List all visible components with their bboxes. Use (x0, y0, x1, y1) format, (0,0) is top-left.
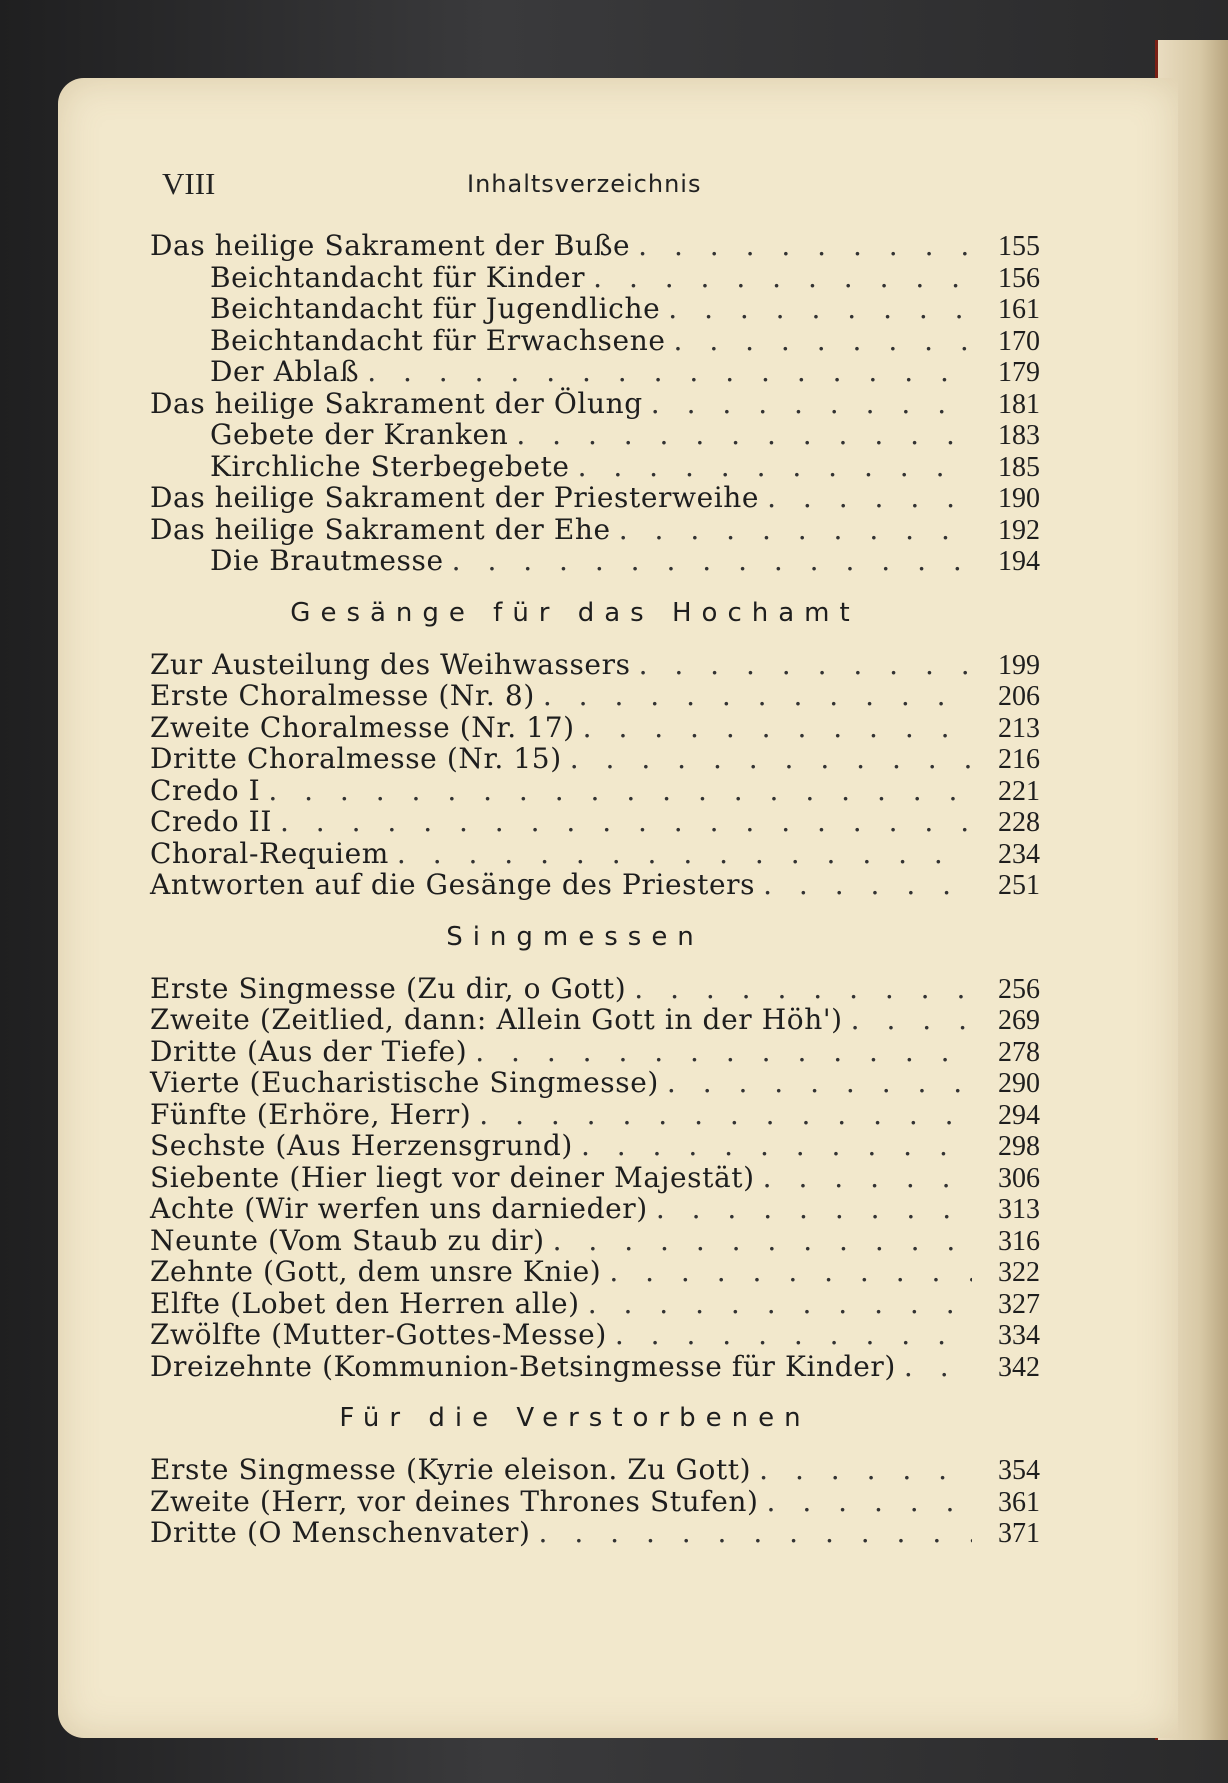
dot-leader (280, 806, 972, 838)
dot-leader (268, 775, 972, 807)
entry-page: 183 (998, 420, 1040, 451)
toc-entry (150, 419, 1040, 451)
dot-leader (615, 1319, 972, 1351)
entry-page: 256 (998, 973, 1040, 1005)
toc-entry (150, 325, 1040, 357)
toc-entry (150, 775, 1040, 807)
entry-page: 206 (998, 681, 1040, 712)
dot-leader (667, 1067, 972, 1099)
toc-entry (150, 1099, 1040, 1131)
entry-page: 216 (998, 744, 1040, 775)
entry-title: Achte (Wir werfen uns darnieder) (150, 1192, 648, 1225)
running-head (162, 166, 1062, 206)
toc-entry (150, 680, 1040, 712)
entry-page: 313 (998, 1194, 1040, 1225)
entry-title: Neunte (Vom Staub zu dir) (150, 1223, 545, 1257)
entry-page: 170 (998, 325, 1040, 357)
entry-title: Dritte (O Menschenvater) (150, 1516, 531, 1549)
toc-entry (150, 649, 1040, 681)
toc-entry (150, 1517, 1040, 1549)
toc-entry (150, 743, 1040, 775)
toc-entry (150, 973, 1040, 1005)
entry-title: Beichtandacht für Kinder (210, 260, 586, 294)
entry-title: Choral-Requiem (150, 836, 389, 870)
entry-title: Beichtandacht für Erwachsene (210, 323, 666, 357)
entry-page: 190 (998, 483, 1040, 514)
entry-page: 269 (998, 1005, 1040, 1036)
entry-page: 342 (998, 1351, 1040, 1383)
entry-title: Erste Singmesse (Kyrie eleison. Zu Gott) (150, 1453, 752, 1486)
entry-page: 251 (998, 870, 1040, 901)
toc-entry (150, 482, 1040, 514)
toc-entry (150, 1004, 1040, 1036)
entry-title: Credo I (150, 773, 261, 807)
entry-title: Sechste (Aus Herzensgrund) (150, 1129, 573, 1162)
entry-page: 298 (998, 1131, 1040, 1162)
dot-leader (516, 419, 972, 451)
dot-leader (475, 1036, 972, 1068)
toc-group-singmessen (150, 973, 1040, 1383)
toc-entry (150, 293, 1040, 325)
toc-entry (150, 1162, 1040, 1194)
entry-title: Zweite (Herr, vor deines Thrones Stufen) (150, 1484, 759, 1518)
entry-title: Kirchliche Sterbegebete (210, 449, 570, 483)
toc-entry (150, 545, 1040, 577)
toc-entry (150, 1256, 1040, 1288)
entry-page: 234 (998, 838, 1040, 870)
table-of-contents (150, 230, 1040, 1549)
entry-page: 192 (998, 514, 1040, 546)
entry-title: Zweite Choralmesse (Nr. 17) (150, 710, 575, 744)
entry-title: Das heilige Sakrament der Ehe (150, 512, 611, 546)
entry-page: 179 (998, 357, 1040, 388)
entry-title: Das heilige Sakrament der Ölung (150, 386, 643, 420)
dot-leader (767, 1486, 972, 1518)
dot-leader (581, 1130, 972, 1162)
section-heading-singmessen: Singmessen (446, 921, 704, 952)
entry-page: 361 (998, 1486, 1040, 1518)
entry-page: 294 (998, 1099, 1040, 1131)
section-heading-verstorbenen: Für die Verstorbenen (339, 1403, 811, 1433)
toc-entry (150, 1486, 1040, 1518)
dot-leader (553, 1225, 972, 1257)
entry-page: 327 (998, 1288, 1040, 1320)
toc-entry (150, 388, 1040, 420)
entry-page: 221 (998, 775, 1040, 807)
dot-leader (763, 1162, 972, 1194)
dot-leader (763, 869, 972, 901)
entry-title: Dreizehnte (Kommunion-Betsingmesse für Kinder) (150, 1349, 896, 1383)
toc-entry (150, 712, 1040, 744)
entry-page: 371 (998, 1518, 1040, 1549)
dot-leader (593, 262, 972, 294)
toc-entry (150, 1319, 1040, 1351)
dot-leader (651, 388, 972, 420)
entry-title: Erste Choralmesse (Nr. 8) (150, 679, 535, 712)
entry-title: Dritte (Aus der Tiefe) (150, 1034, 468, 1068)
entry-title: Fünfte (Erhöre, Herr) (150, 1097, 472, 1131)
entry-title: Zweite (Zeitlied, dann: Allein Gott in der Höh') (150, 1003, 843, 1036)
dot-leader (668, 293, 972, 325)
dot-leader (583, 712, 972, 744)
toc-entry (150, 1067, 1040, 1099)
toc-entry (150, 1288, 1040, 1320)
dot-leader (619, 514, 972, 546)
toc-entry (150, 869, 1040, 901)
dot-leader (759, 1454, 972, 1486)
entry-page: 316 (998, 1225, 1040, 1257)
entry-title: Der Ablaß (210, 355, 360, 388)
entry-page: 290 (998, 1068, 1040, 1099)
toc-entry (150, 356, 1040, 388)
entry-title: Antworten auf die Gesänge des Priesters (150, 868, 756, 901)
page-number: VIII (162, 166, 216, 201)
dot-leader (543, 680, 972, 712)
entry-page: 213 (998, 712, 1040, 744)
toc-entry (150, 1454, 1040, 1486)
toc-entry (150, 1036, 1040, 1068)
entry-page: 322 (998, 1257, 1040, 1288)
entry-title: Dritte Choralmesse (Nr. 15) (150, 742, 562, 775)
dot-leader (767, 482, 972, 514)
entry-page: 199 (998, 649, 1040, 681)
toc-entry (150, 838, 1040, 870)
entry-page: 278 (998, 1036, 1040, 1068)
entry-title: Das heilige Sakrament der Priesterweihe (150, 481, 760, 514)
toc-group-sacraments (150, 230, 1040, 577)
entry-page: 155 (998, 231, 1040, 262)
dot-leader (397, 838, 972, 870)
dot-leader (479, 1099, 972, 1131)
dot-leader (539, 1517, 972, 1549)
dot-leader (904, 1351, 972, 1383)
toc-entry (150, 806, 1040, 838)
toc-entry (150, 1225, 1040, 1257)
entry-title: Zwölfte (Mutter-Gottes-Messe) (150, 1318, 607, 1351)
entry-page: 156 (998, 262, 1040, 294)
dot-leader (634, 973, 972, 1005)
entry-title: Gebete der Kranken (210, 418, 509, 451)
toc-group-verstorbenen (150, 1454, 1040, 1549)
entry-title: Credo II (150, 805, 272, 838)
toc-entry (150, 230, 1040, 262)
entry-page: 161 (998, 294, 1040, 325)
toc-entry (150, 1351, 1040, 1383)
entry-title: Zur Austeilung des Weihwassers (150, 647, 631, 681)
dot-leader (639, 649, 972, 681)
entry-page: 306 (998, 1162, 1040, 1194)
dot-leader (674, 325, 972, 357)
dot-leader (452, 545, 972, 577)
entry-title: Erste Singmesse (Zu dir, o Gott) (150, 971, 627, 1005)
entry-page: 185 (998, 451, 1040, 483)
toc-entry (150, 1193, 1040, 1225)
entry-title: Vierte (Eucharistische Singmesse) (150, 1066, 659, 1099)
dot-leader (570, 743, 972, 775)
entry-title: Beichtandacht für Jugendliche (210, 292, 661, 325)
dot-leader (609, 1256, 972, 1288)
dot-leader (656, 1193, 972, 1225)
entry-page: 354 (998, 1455, 1040, 1486)
dot-leader (367, 356, 972, 388)
toc-entry (150, 514, 1040, 546)
entry-title: Die Brautmesse (210, 544, 444, 577)
entry-page: 228 (998, 807, 1040, 838)
entry-page: 181 (998, 388, 1040, 420)
toc-entry (150, 1130, 1040, 1162)
entry-page: 334 (998, 1320, 1040, 1351)
entry-title: Zehnte (Gott, dem unsre Knie) (150, 1255, 602, 1288)
toc-entry (150, 451, 1040, 483)
running-title: Inhaltsverzeichnis (467, 170, 702, 198)
entry-page: 194 (998, 546, 1040, 577)
dot-leader (851, 1004, 972, 1036)
entry-title: Siebente (Hier liegt vor deiner Majestät) (150, 1160, 755, 1194)
toc-entry (150, 262, 1040, 294)
entry-title: Das heilige Sakrament der Buße (150, 229, 631, 262)
entry-title: Elfte (Lobet den Herren alle) (150, 1286, 580, 1320)
toc-group-hochamt (150, 649, 1040, 901)
dot-leader (588, 1288, 972, 1320)
dot-leader (638, 230, 972, 262)
section-heading-hochamt: Gesänge für das Hochamt (290, 597, 860, 628)
dot-leader (578, 451, 972, 483)
